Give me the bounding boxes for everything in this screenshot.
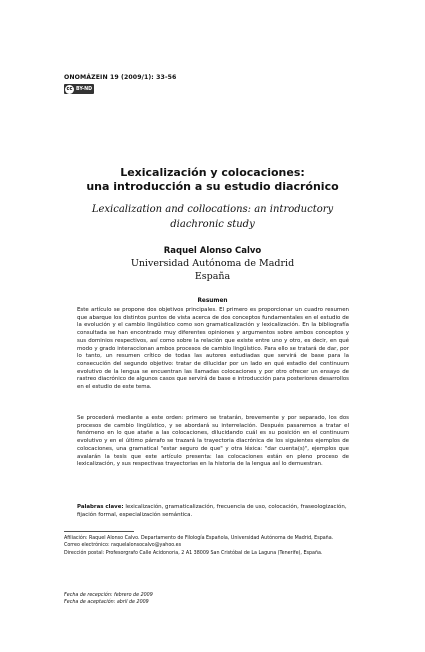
license-type: BY-ND (76, 86, 93, 92)
english-title-line-2: diachronic study (170, 219, 255, 230)
footnote-email[interactable]: Correo electrónico: raquelalonsocalvo@yahoo.es (64, 543, 182, 549)
journal-reference: ONOMÁZEIN 19 (2009/1): 33-56 (64, 74, 177, 81)
footnotes (64, 535, 360, 557)
author-institution: Universidad Autónoma de Madrid (130, 258, 295, 269)
footnote-postal: Dirección postal: Profesorgrafo Calle Acidonoria, 2 A1 38009 San Cristóbal de La Laguna (Tenerife), España. (64, 550, 323, 556)
author-country: España (194, 271, 231, 282)
article-title-line-1: Lexicalización y colocaciones: (120, 166, 305, 179)
abstract-paragraph-2: Se procederá mediante a este orden: primero se tratarán, brevemente y por separado, los dos procesos de cambio lingüístico, y se abordará su interrelación. Después pasaremos a tratar el fenómeno en lo que atañe a las colocaciones, dilucidando cuál es su posición en el continuum evolutivo y en el último párrafo se trazará la trayectoria diacrónica de los siguientes ejemplos de colocaciones, una gramatical "estar seguro de que" y otra léxica: "dar cuenta(s)", ejemplos que avalarán la tesis que este artículo presenta: las colocaciones están en pleno proceso de lexicalización, y sus respectivas trayectorias en la historia de la lengua así lo demuestran. (77, 415, 349, 468)
creative-commons-icon: cc (66, 86, 73, 92)
keywords (77, 504, 349, 519)
english-title-line-1: Lexicalization and collocations: an introductory (91, 204, 334, 215)
keywords-label: Palabras clave: (77, 504, 124, 510)
article-title-line-2: una introducción a su estudio diacrónico (86, 180, 339, 193)
date-accepted: Fecha de aceptación: abril de 2009 (64, 600, 149, 606)
date-received: Fecha de recepción: febrero de 2009 (64, 593, 153, 598)
license-badge[interactable] (64, 84, 94, 94)
abstract-heading: Resumen (197, 298, 228, 304)
footnote-affiliation: Afiliación: Raquel Alonso Calvo. Departamento de Filología Española, Universidad Autónoma de Madrid, España. (64, 536, 334, 541)
keywords-text: lexicalización, gramaticalización, frecuencia de uso, colocación, fraseologización, fijación formal, especialización semántica. (77, 504, 347, 518)
author-name: Raquel Alonso Calvo (163, 246, 262, 256)
footnote-divider (64, 531, 134, 532)
abstract-paragraph-1: Este artículo se propone dos objetivos principales. El primero es proporcionar un cuadro resumen que abarque los distintos puntos de vista acerca de dos conceptos fundamentales en el estudio de la evolución y el cambio lingüístico como son gramaticalización y lexicalización. En la bibliografía consultada se han encontrado muy diferentes opiniones y argumentos sobre ambos conceptos y sus dominios respectivos, así como sobre la relación que existe entre uno y otro, es decir, en qué modo y grado interaccionan ambos procesos de cambio lingüístico. Para ello se tratará de dar, por lo tanto, un resumen crítico de todas las autores estudiadas que servirá de base para la consecución del segundo objetivo: tratar de dilucidar por un lado en qué estadio del continuum evolutivo de la lengua se encuentran las llamadas colocaciones y por otro ofrecer un ensayo de rastreo diacrónico de algunos casos que servirá de base e introducción para posteriores desarrollos en el estudio de este tema. (77, 307, 349, 391)
editorial-dates (64, 592, 360, 606)
